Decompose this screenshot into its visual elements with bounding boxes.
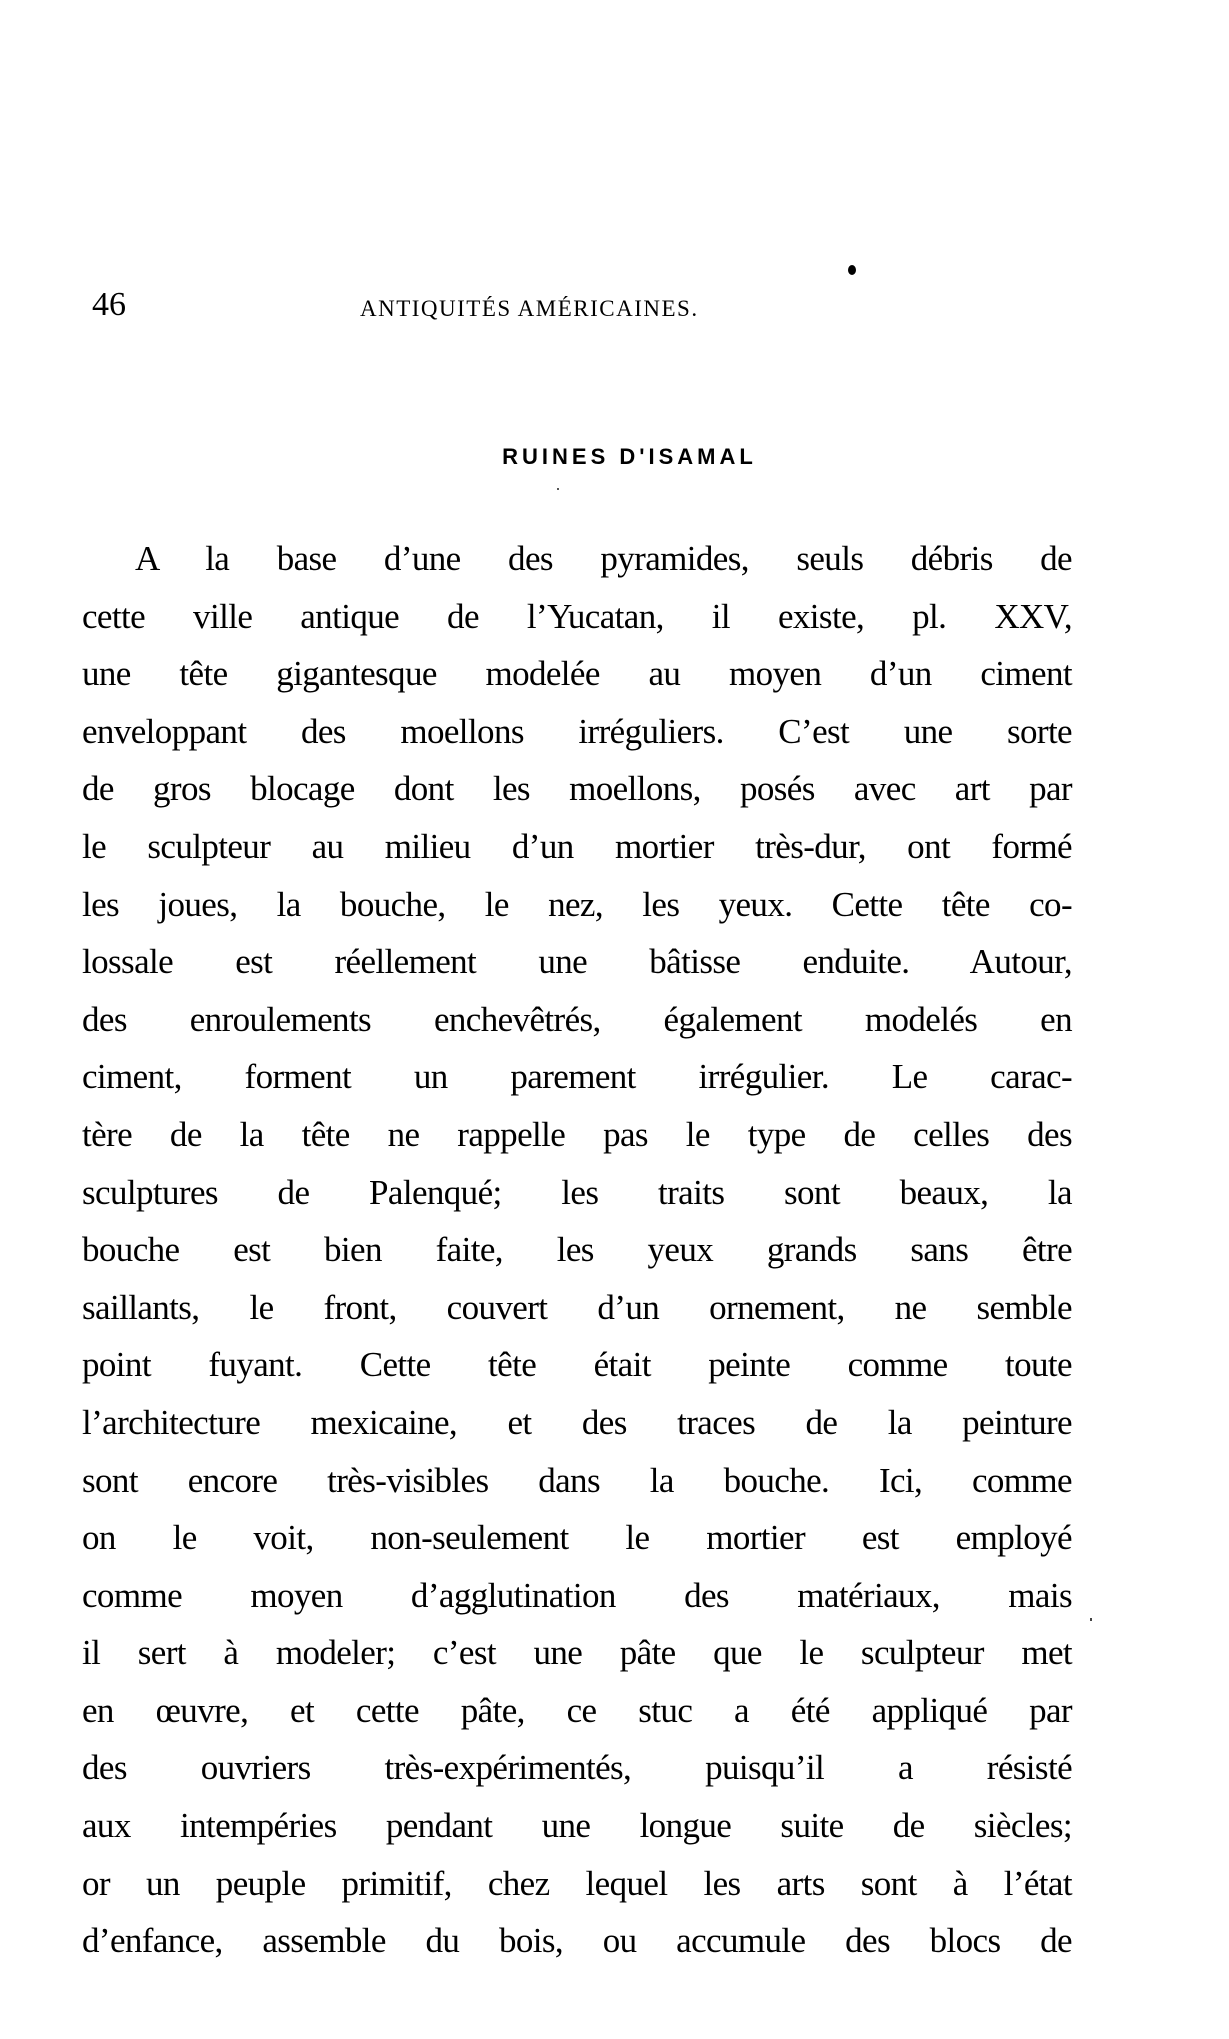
text-line: des enroulements enchevêtrés, également modelés en: [82, 999, 1072, 1039]
text-line: or un peuple primitif, chez lequel les arts sont à l’état: [82, 1863, 1072, 1903]
text-line: A la base d’une des pyramides, seuls débris de: [135, 539, 1072, 578]
text-line: comme moyen d’agglutination des matériaux, mais: [82, 1575, 1072, 1615]
text-line: tère de la tête ne rappelle pas le type de celles des: [82, 1114, 1072, 1154]
running-head: [82, 288, 1072, 322]
text-line: aux intempéries pendant une longue suite de siècles;: [82, 1806, 1072, 1846]
text-line: point fuyant. Cette tête était peinte comme toute: [82, 1345, 1072, 1385]
printer-dot-mark: [848, 265, 856, 275]
text-line: bouche est bien faite, les yeux grands sans être: [82, 1230, 1072, 1270]
text-line: une tête gigantesque modelée au moyen d’un ciment: [82, 654, 1072, 694]
page-number: 46: [92, 286, 126, 323]
text-line: sculptures de Palenqué; les traits sont beaux, la: [82, 1172, 1072, 1212]
text-line: le sculpteur au milieu d’un mortier très-dur, ont formé: [82, 826, 1072, 866]
text-line: lossale est réellement une bâtisse enduite. Autour,: [82, 942, 1072, 982]
text-line: l’architecture mexicaine, et des traces de la peinture: [82, 1402, 1072, 1442]
text-line: ciment, forment un parement irrégulier. Le carac-: [82, 1057, 1072, 1097]
text-line: saillants, le front, couvert d’un ornement, ne semble: [82, 1287, 1072, 1327]
text-line: sont encore très-visibles dans la bouche. Ici, comme: [82, 1460, 1072, 1500]
text-line: on le voit, non-seulement le mortier est employé: [82, 1518, 1072, 1558]
running-title: ANTIQUITÉS AMÉRICAINES.: [360, 296, 699, 321]
text-line: les joues, la bouche, le nez, les yeux. Cette tête co-: [82, 884, 1072, 924]
text-line: enveloppant des moellons irréguliers. C’est une sorte: [82, 711, 1072, 751]
text-line: en œuvre, et cette pâte, ce stuc a été appliqué par: [82, 1690, 1072, 1730]
text-line: de gros blocage dont les moellons, posés avec art par: [82, 769, 1072, 809]
text-line: cette ville antique de l’Yucatan, il existe, pl. XXV,: [82, 596, 1072, 636]
section-heading: RUINES D'ISAMAL: [502, 444, 757, 469]
body-paragraph: [82, 530, 1072, 1970]
speck-mark: [1090, 1618, 1092, 1621]
text-line: d’enfance, assemble du bois, ou accumule des blocs de: [82, 1921, 1072, 1961]
text-line: il sert à modeler; c’est une pâte que le sculpteur met: [82, 1633, 1072, 1673]
speck-mark: [557, 488, 559, 490]
text-line: des ouvriers très-expérimentés, puisqu’il a résisté: [82, 1748, 1072, 1788]
